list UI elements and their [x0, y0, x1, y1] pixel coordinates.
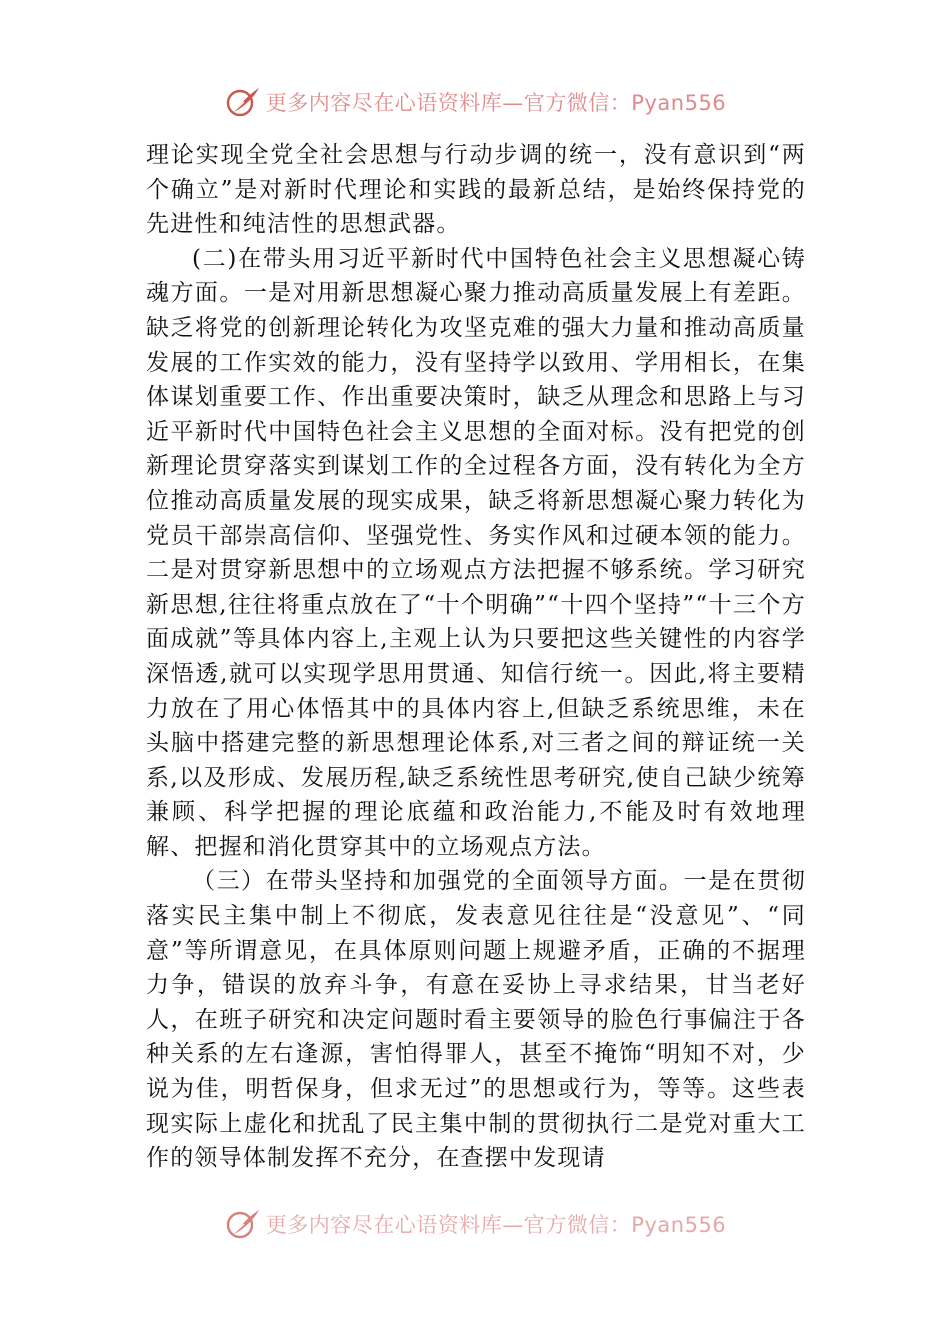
paragraph-section-three: （三）在带头坚持和加强党的全面领导方面。一是在贯彻落实民主集中制上不彻底，发表意见往往是“没意见”、“同意”等所谓意见，在具体原则问题上规避矛盾，正确的不据理力争，错误的放弃斗争，有意在妥协上寻求结果，甘当老好人，在班子研究和决定问题时看主要领导的脸色行事偏注于各种关系的左右逢源，害怕得罪人，甚至不掩饰“明知不对，少说为佳，明哲保身，但求无过”的思想或行为，等等。这些表现实际上虚化和扰乱了民主集中制的贯彻执行二是党对重大工作的领导体制发挥不充分，在查摆中发现请	[146, 868, 806, 1172]
quill-pen-circle-logo-icon	[224, 1207, 262, 1241]
footer-watermark	[0, 1204, 950, 1244]
header-watermark-text: 更多内容尽在心语资料库—官方微信：Pyan556	[265, 91, 727, 115]
paragraph-section-two: (二)在带头用习近平新时代中国特色社会主义思想凝心铸魂方面。一是对用新思想凝心聚力推动高质量发展上有差距。缺乏将党的创新理论转化为攻坚克难的强大力量和推动高质量发展的工作实效的能力，没有坚持学以致用、学用相长，在集体谋划重要工作、作出重要决策时，缺乏从理念和思路上与习近平新时代中国特色社会主义思想的全面对标。没有把党的创新理论贯穿落实到谋划工作的全过程各方面，没有转化为全方位推动高质量发展的现实成果，缺乏将新思想凝心聚力转化为党员干部崇高信仰、坚强党性、务实作风和过硬本领的能力。二是对贯穿新思想中的立场观点方法把握不够系统。学习研究新思想,往往将重点放在了“十个明确”“十四个坚持”“十三个方面成就”等具体内容上,主观上认为只要把这些关键性的内容学深悟透,就可以实现学思用贯通、知信行统一。因此,将主要精力放在了用心体悟其中的具体内容上,但缺乏系统思维，未在头脑中搭建完整的新思想理论体系,对三者之间的辩证统一关系,以及形成、发展历程,缺乏系统性思考研究,使自己缺少统筹兼顾、科学把握的理论底蕴和政治能力,不能及时有效地理解、把握和消化贯穿其中的立场观点方法。	[146, 245, 806, 860]
footer-watermark-text: 更多内容尽在心语资料库—官方微信：Pyan556	[265, 1213, 727, 1237]
paragraph-continuation: 理论实现全党全社会思想与行动步调的统一，没有意识到“两个确立”是对新时代理论和实践的最新总结，是始终保持党的先进性和纯洁性的思想武器。	[146, 142, 806, 238]
header-watermark	[0, 82, 950, 122]
document-body	[146, 138, 806, 1176]
quill-pen-circle-logo-icon	[224, 85, 262, 119]
